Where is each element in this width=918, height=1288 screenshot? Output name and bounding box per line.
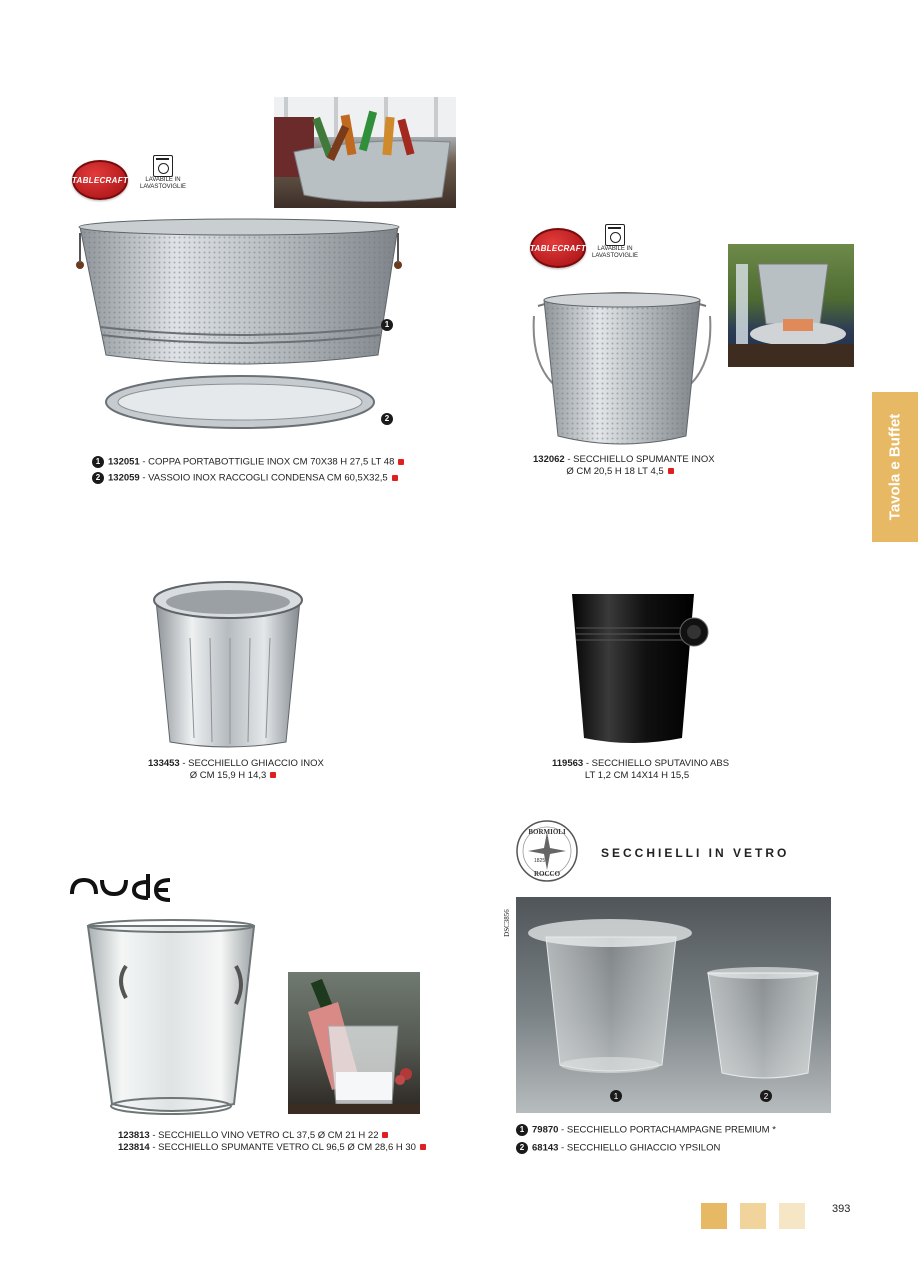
- red-marker: [392, 475, 398, 481]
- red-marker: [382, 1132, 388, 1138]
- page-number: 393: [832, 1203, 851, 1215]
- side-tab-label: Tavola e Buffet: [886, 413, 904, 521]
- svg-text:2: 2: [763, 1092, 769, 1101]
- champagne-bucket-photo: [728, 244, 854, 367]
- marker-one-tub: 1: [381, 316, 397, 334]
- footer-square-1: [701, 1203, 727, 1229]
- dishwasher-label: LAVABILE IN LAVASTOVIGLIE: [139, 177, 187, 190]
- caption-119563: 119563 - SECCHIELLO SPUTAVINO ABS LT 1,2 CM 14X14 H 15,5: [552, 758, 730, 781]
- glass-wine-bucket-image: [86, 918, 256, 1118]
- nude-logo: [70, 870, 180, 906]
- tablecraft-logo: TABLECRAFT: [72, 160, 128, 200]
- side-tab: [872, 392, 918, 542]
- dishwasher-badge-2: [590, 224, 640, 260]
- tablecraft-logo-2: TABLECRAFT: [530, 228, 586, 268]
- bottles-tub-photo: [274, 97, 456, 208]
- svg-text:1825: 1825: [534, 858, 546, 864]
- condensation-tray-image: [104, 374, 376, 434]
- footer-square-3: [779, 1203, 805, 1229]
- caption-133453: 133453 - SECCHIELLO GHIACCIO INOX Ø CM 15,9 H 14,3: [148, 758, 324, 781]
- photo-code: DSC3856: [503, 909, 511, 937]
- red-marker: [398, 459, 404, 465]
- caption-132059: 2 132059 - VASSOIO INOX RACCOGLI CONDENSA CM 60,5X32,5: [92, 472, 398, 485]
- dishwasher-icon: [605, 224, 625, 246]
- caption-132062: 132062 - SECCHIELLO SPUMANTE INOX Ø CM 20,5 H 18 LT 4,5: [533, 454, 715, 477]
- red-marker: [270, 772, 276, 778]
- bottle-tub-image: [72, 215, 408, 370]
- dishwasher-label: LAVABILE IN LAVASTOVIGLIE: [591, 246, 639, 259]
- caption-68143: 2 68143 - SECCHIELLO GHIACCIO YPSILON: [516, 1142, 720, 1155]
- dishwasher-icon: [153, 155, 173, 177]
- spittoon-image: [566, 588, 712, 748]
- caption-132051: 1 132051 - COPPA PORTABOTTIGLIE INOX CM 70X38 H 27,5 LT 48: [92, 456, 404, 469]
- marker-two-tray: 2: [381, 410, 397, 428]
- section-title-glass: SECCHIELLI IN VETRO: [601, 846, 790, 860]
- ice-bucket-image: [150, 578, 306, 750]
- dishwasher-badge: [138, 155, 188, 191]
- bormioli-rocco-logo: [514, 818, 580, 884]
- caption-123813: 123813 - SECCHIELLO VINO VETRO CL 37,5 Ø CM 21 H 22: [118, 1130, 388, 1142]
- champagne-bucket-image: [530, 286, 714, 454]
- glass-buckets-photo: [516, 897, 831, 1113]
- caption-79870: 1 79870 - SECCHIELLO PORTACHAMPAGNE PREMIUM *: [516, 1124, 776, 1137]
- red-marker: [420, 1144, 426, 1150]
- footer-square-2: [740, 1203, 766, 1229]
- svg-text:BORMIOLI: BORMIOLI: [528, 828, 566, 836]
- svg-text:ROCCO: ROCCO: [533, 870, 561, 878]
- red-marker: [668, 468, 674, 474]
- svg-text:1: 1: [613, 1092, 619, 1101]
- caption-123814: 123814 - SECCHIELLO SPUMANTE VETRO CL 96,5 Ø CM 28,6 H 30: [118, 1142, 426, 1154]
- champagne-glass-photo: [288, 972, 420, 1114]
